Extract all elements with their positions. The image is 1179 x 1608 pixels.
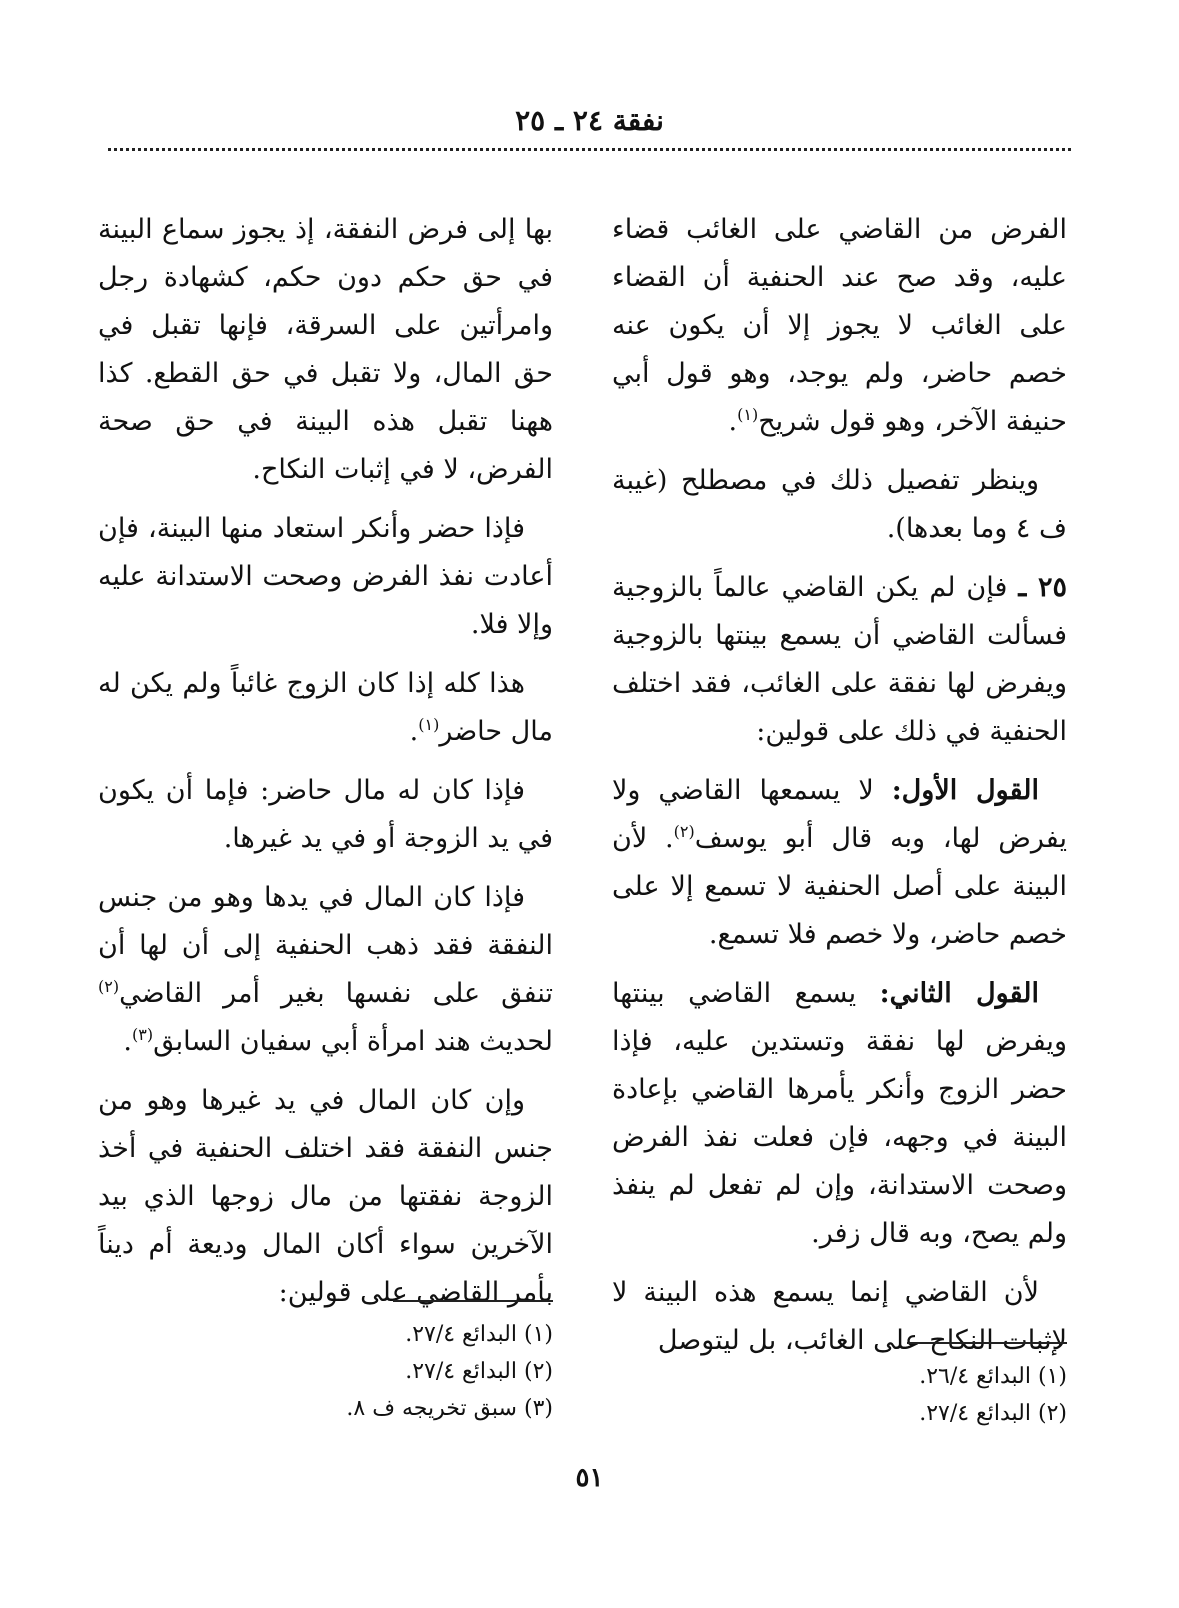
paragraph-25: [612, 564, 1067, 756]
paragraph-text: الفرض من القاضي على الغائب قضاء عليه، وقد صح عند الحنفية أن القضاء على الغائب لا يجوز إلا أن يكون عنه خصم حاضر، ولم يوجد، وهو قول أبي حنيفة الآخر، وهو قول شريح: [612, 214, 1067, 437]
first-opinion-label: القول الأول:: [891, 775, 1039, 806]
paragraph: وإن كان المال في يد غيرها وهو من جنس النفقة فقد اختلف الحنفية في أخذ الزوجة نفقتها من مال زوجها الذي بيد الآخرين سواء أكان المال وديعة أم ديناً بأمر القاضي على قولين:: [98, 1085, 553, 1308]
footnote: (١) البدائع ٢٦/٤.: [919, 1364, 1067, 1389]
left-column: [98, 206, 553, 1328]
paragraph-text: لا يسمعها القاضي ولا يفرض لها، وبه قال أبو يوسف: [612, 775, 1067, 854]
footnote-ref: (١): [418, 715, 440, 734]
paragraph: هذا كله إذا كان الزوج غائباً ولم يكن له مال حاضر$^{(١)}$.: [98, 668, 553, 747]
paragraph-text: لحديث هند امرأة أبي سفيان السابق: [153, 1026, 553, 1057]
second-opinion: [612, 970, 1067, 1258]
paragraph: بها إلى فرض النفقة، إذ يجوز سماع البينة في حق حكم دون حكم، كشهادة رجل وامرأتين على السرقة، فإنها تقبل في حق المال، ولا تقبل في حق القطع. كذا ههنا تقبل هذه البينة في حق صحة الفرض، لا في إثبات النكاح.: [98, 214, 553, 485]
first-opinion: [612, 767, 1067, 959]
footnote-separator: [907, 1342, 1067, 1344]
paragraph: وينظر تفصيل ذلك في مصطلح (غيبة ف ٤ وما بعدها).: [612, 465, 1067, 544]
footnote: (١) البدائع ٢٧/٤.: [405, 1322, 553, 1347]
paragraph: فإذا كان المال في يدها وهو من جنس النفقة فقد ذهب الحنفية إلى أن لها أن تنفق على نفسها بغير أمر القاضي$^{(٢)}$ لحديث هند امرأة أبي سفيان السابق$^{(٣)}$.: [98, 882, 553, 1057]
paragraph-text: . لأن البينة على أصل الحنفية لا تسمع إلا على خصم حاضر، ولا خصم فلا تسمع.: [612, 823, 1067, 950]
paragraph-text: هذا كله إذا كان الزوج غائباً ولم يكن له مال حاضر: [98, 668, 553, 747]
footnote-separator: [393, 1300, 553, 1302]
paragraph-text: فإن لم يكن القاضي عالماً بالزوجية فسألت القاضي أن يسمع بينتها بالزوجية ويفرض لها نفقة على الغائب، فقد اختلف الحنفية في ذلك على قولين:: [612, 572, 1067, 747]
paragraph: فإذا كان له مال حاضر: فإما أن يكون في يد الزوجة أو في يد غيرها.: [98, 775, 553, 854]
paragraph: لأن القاضي إنما يسمع هذه البينة لا لإثبات النكاح على الغائب، بل ليتوصل: [612, 1277, 1067, 1356]
left-footnotes: [98, 1316, 553, 1427]
footnote-ref: (٢): [673, 822, 695, 841]
footnote-ref: (٢): [98, 977, 120, 996]
footnote: (٢) البدائع ٢٧/٤.: [919, 1401, 1067, 1426]
footnote: (٢) البدائع ٢٧/٤.: [405, 1359, 553, 1384]
paragraph-number: ٢٥ ـ: [1018, 572, 1067, 603]
dotted-separator: [108, 148, 1071, 159]
footnote: (٣) سبق تخريجه ف ٨.: [346, 1396, 553, 1421]
paragraph: فإذا حضر وأنكر استعاد منها البينة، فإن أعادت نفذ الفرض وصحت الاستدانة عليه وإلا فلا.: [98, 513, 553, 640]
second-opinion-label: القول الثاني:: [879, 978, 1039, 1009]
paragraph-text: يسمع القاضي بينتها ويفرض لها نفقة وتستدين عليه، فإذا حضر الزوج وأنكر يأمرها القاضي بإعادة البينة في وجهه، فإن فعلت نفذ الفرض وصحت الاستدانة، وإن لم تفعل لم ينفذ ولم يصح، وبه قال زفر.: [612, 978, 1067, 1249]
right-footnotes: [612, 1358, 1067, 1432]
footnote-ref: (١): [737, 405, 759, 424]
paragraph: الفرض من القاضي على الغائب قضاء عليه، وقد صح عند الحنفية أن القضاء على الغائب لا يجوز إلا أن يكون عنه خصم حاضر، ولم يوجد، وهو قول أبي حنيفة الآخر، وهو قول شريح$^{(١)}$.: [612, 214, 1067, 437]
running-header: نفقة ٢٤ ـ ٢٥: [515, 104, 664, 137]
right-column: [612, 206, 1067, 1376]
page-number: ٥١: [575, 1463, 604, 1493]
paragraph-text: فإذا كان المال في يدها وهو من جنس النفقة فقد ذهب الحنفية إلى أن لها أن تنفق على نفسها بغير أمر القاضي: [98, 882, 553, 1009]
footnote-ref: (٣): [131, 1025, 154, 1044]
